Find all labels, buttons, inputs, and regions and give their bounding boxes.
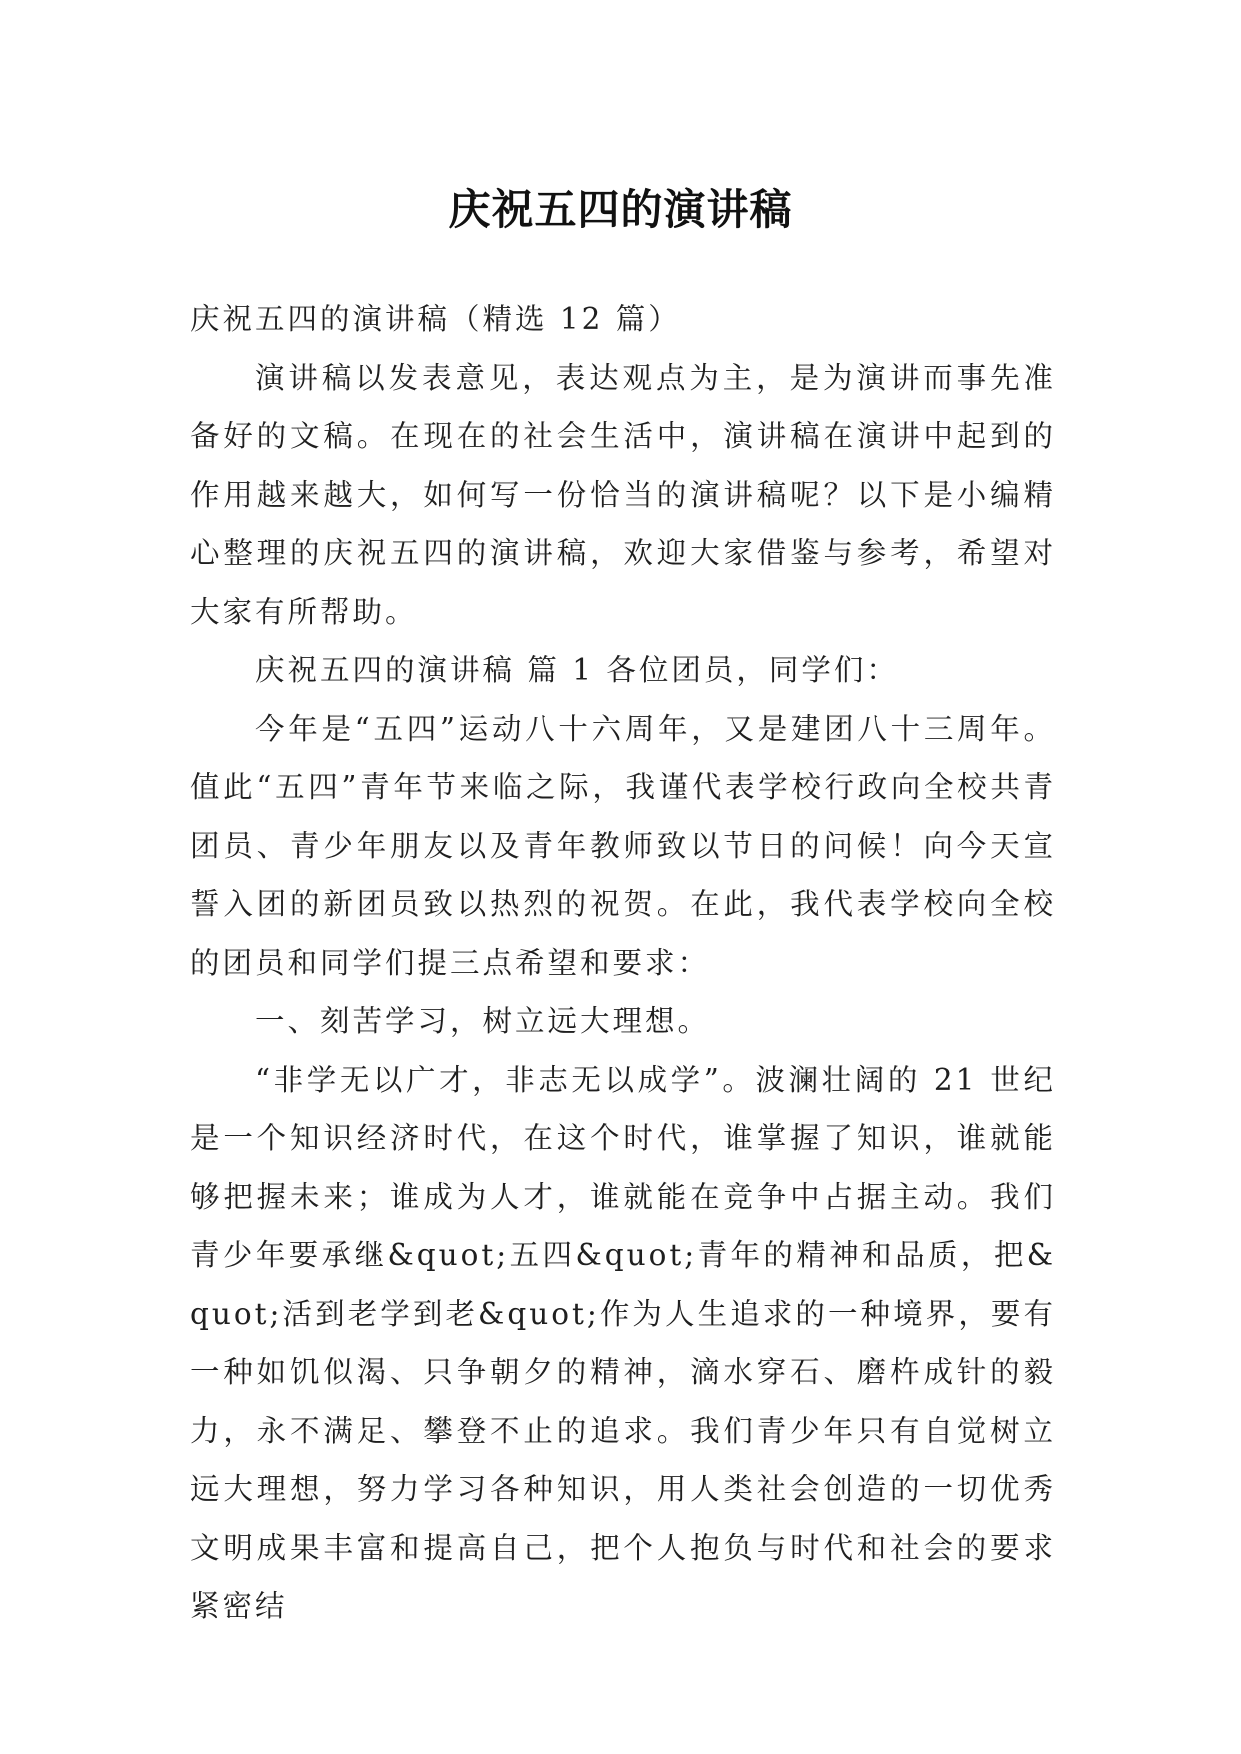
document-body (190, 290, 1056, 1636)
body-paragraph: 今年是“五四”运动八十六周年，又是建团八十三周年。值此“五四”青年节来临之际，我谨代表学校行政向全校共青团员、青少年朋友以及青年教师致以节日的问候！向今天宣誓入团的新团员致以热烈的祝贺。在此，我代表学校向全校的团员和同学们提三点希望和要求： (190, 711, 1056, 980)
section-heading-paragraph: 庆祝五四的演讲稿 篇 1 各位团员，同学们： (255, 653, 899, 687)
document-title: 庆祝五四的演讲稿 (448, 185, 793, 235)
body-paragraph: “非学无以广才，非志无以成学”。波澜壮阔的 21 世纪是一个知识经济时代，在这个时代，谁掌握了知识，谁就能够把握未来；谁成为人才，谁就能在竞争中占据主动。我们青少年要承继&quot;五四&quot;青年的精神和品质，把&quot;活到老学到老&quot;作为人生追求的一种境界，要有一种如饥似渴、只争朝夕的精神，滴水穿石、磨杵成针的毅力，永不满足、攀登不止的追求。我们青少年只有自觉树立远大理想，努力学习各种知识，用人类社会创造的一切优秀文明成果丰富和提高自己，把个人抱负与时代和社会的要求紧密结 (190, 1062, 1056, 1623)
subtitle-paragraph: 庆祝五四的演讲稿（精选 12 篇） (190, 302, 681, 336)
intro-paragraph: 演讲稿以发表意见，表达观点为主，是为演讲而事先准备好的文稿。在现在的社会生活中，演讲稿在演讲中起到的作用越来越大，如何写一份恰当的演讲稿呢？以下是小编精心整理的庆祝五四的演讲稿，欢迎大家借鉴与参考，希望对大家有所帮助。 (190, 360, 1056, 629)
point-heading-paragraph: 一、刻苦学习，树立远大理想。 (255, 1004, 711, 1038)
